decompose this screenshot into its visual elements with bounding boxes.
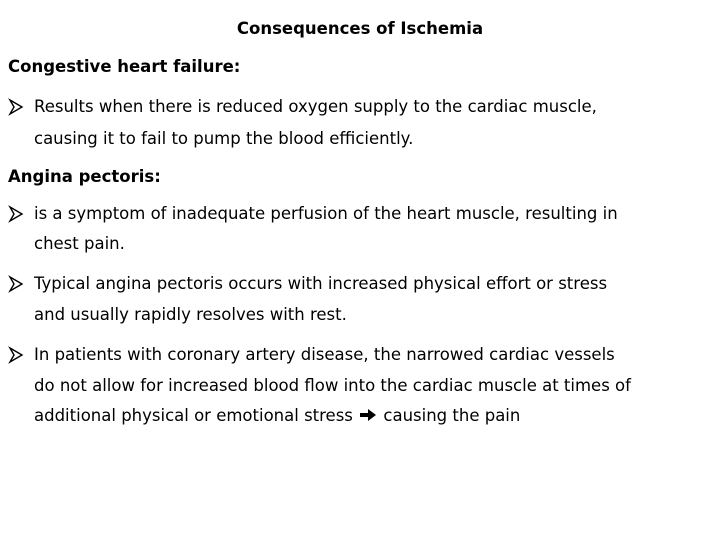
bullet-text-line: In patients with coronary artery disease, the narrowed cardiac vessels [34,345,615,364]
bullet-text-segment: causing the pain [383,406,521,425]
bullet-text-line: chest pain. [34,234,125,253]
arrowhead-bullet-icon [8,96,30,118]
arrowhead-bullet-icon [8,344,30,366]
right-arrow-icon [358,407,378,423]
bullet-text-line: Results when there is reduced oxygen supply to the cardiac muscle, [34,97,597,116]
bullet-text-line: do not allow for increased blood flow into the cardiac muscle at times of [34,376,631,395]
bullet-text-line: Typical angina pectoris occurs with increased physical effort or stress [34,274,608,293]
bullet-text-line: and usually rapidly resolves with rest. [34,305,347,324]
section-heading-congestive-heart-failure: Congestive heart failure: [8,57,241,76]
bullet-text-segment: additional physical or emotional stress [34,406,353,425]
bullet-text-line: causing it to fail to pump the blood efficiently. [34,129,414,148]
section-heading-angina-pectoris: Angina pectoris: [8,167,161,186]
bullet-text-line-with-arrow [34,405,520,427]
arrowhead-bullet-icon [8,273,30,295]
arrowhead-bullet-icon [8,203,30,225]
page-title: Consequences of Ischemia [236,19,484,38]
bullet-text-line: is a symptom of inadequate perfusion of the heart muscle, resulting in [34,204,618,223]
